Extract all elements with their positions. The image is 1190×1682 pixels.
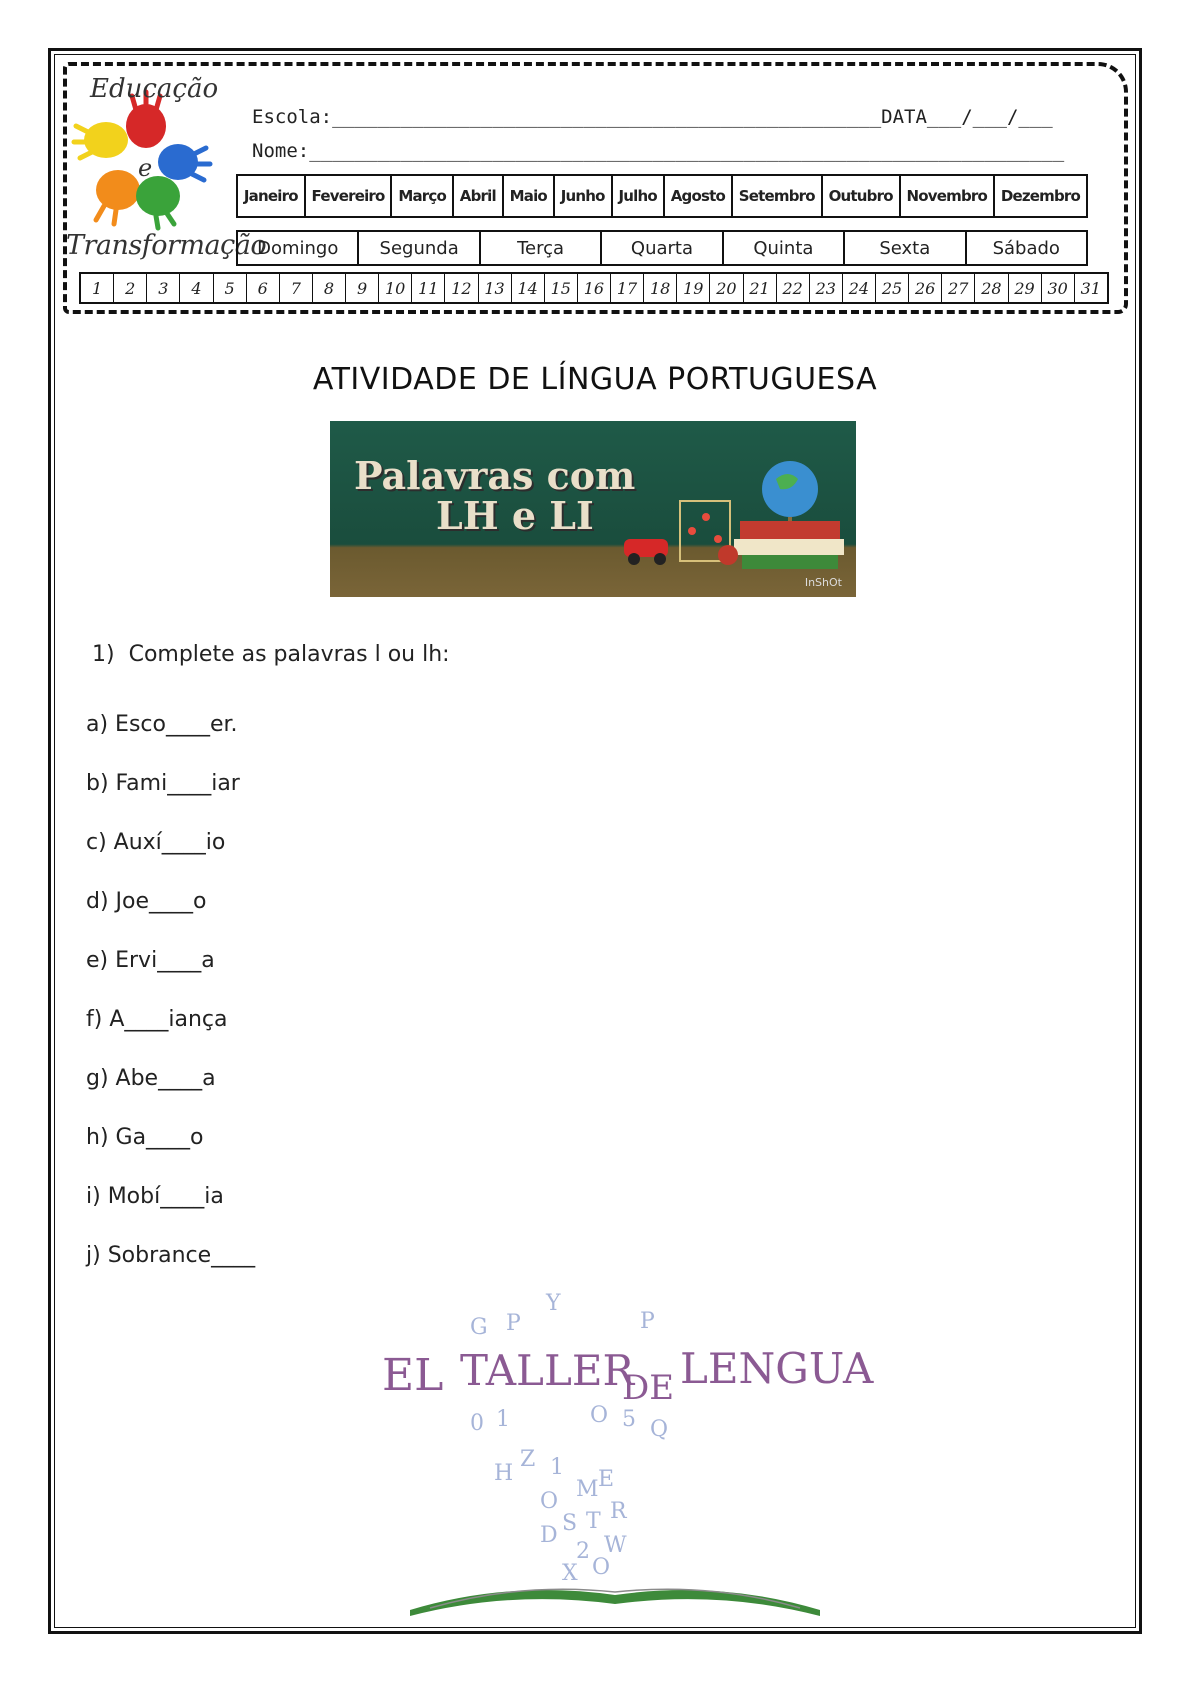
weekday-cell[interactable]: Quarta (602, 232, 723, 264)
exercise-item[interactable]: h) Ga____o (86, 1125, 204, 1150)
month-cell[interactable]: Julho (613, 176, 665, 216)
day-cell[interactable]: 15 (545, 274, 578, 302)
svg-text:O: O (540, 1489, 559, 1514)
day-cell[interactable]: 21 (744, 274, 777, 302)
svg-text:T: T (586, 1509, 601, 1534)
page-title: ATIVIDADE DE LÍNGUA PORTUGUESA (312, 362, 878, 397)
day-cell[interactable]: 7 (280, 274, 313, 302)
svg-text:Q: Q (650, 1417, 669, 1442)
logo-top-text: Educação (90, 74, 219, 104)
art-word-lengua: LENGUA (680, 1344, 874, 1393)
day-cell[interactable]: 20 (710, 274, 743, 302)
exercise-item[interactable]: g) Abe____a (86, 1066, 216, 1091)
day-cell[interactable]: 9 (346, 274, 379, 302)
weekday-cell[interactable]: Segunda (359, 232, 480, 264)
exercise-item[interactable]: b) Fami____iar (86, 771, 240, 796)
svg-text:2: 2 (576, 1539, 590, 1564)
weekdays-row (236, 230, 1088, 266)
day-cell[interactable]: 24 (843, 274, 876, 302)
day-cell[interactable]: 14 (512, 274, 545, 302)
day-cell[interactable]: 23 (810, 274, 843, 302)
svg-text:H: H (494, 1461, 514, 1486)
art-word-de: DE (622, 1368, 675, 1408)
month-cell[interactable]: Outubro (823, 176, 901, 216)
svg-text:O: O (592, 1555, 611, 1580)
svg-text:W: W (604, 1533, 627, 1558)
day-cell[interactable]: 1 (81, 274, 114, 302)
days-row (79, 272, 1109, 304)
question-text: Complete as palavras l ou lh: (128, 642, 450, 667)
svg-text:O: O (590, 1403, 609, 1428)
nome-field-line[interactable]: Nome:__________________________________________________________________ (252, 140, 1065, 162)
day-cell[interactable]: 13 (479, 274, 512, 302)
svg-text:P: P (640, 1309, 655, 1334)
day-cell[interactable]: 22 (777, 274, 810, 302)
day-cell[interactable]: 8 (313, 274, 346, 302)
weekday-cell[interactable]: Terça (481, 232, 602, 264)
exercise-item[interactable]: e) Ervi____a (86, 948, 215, 973)
weekday-cell[interactable]: Domingo (238, 232, 359, 264)
logo-middle-text: e (138, 154, 153, 182)
banner-watermark: InShOt (804, 576, 842, 589)
day-cell[interactable]: 19 (677, 274, 710, 302)
banner-image (330, 421, 856, 597)
exercise-item[interactable]: d) Joe____o (86, 889, 207, 914)
svg-text:5: 5 (622, 1407, 636, 1432)
day-cell[interactable]: 2 (114, 274, 147, 302)
el-taller-de-lengua-illustration (382, 1290, 874, 1630)
svg-text:E: E (598, 1467, 615, 1492)
day-cell[interactable]: 18 (644, 274, 677, 302)
open-book-icon (390, 1290, 840, 1630)
month-cell[interactable]: Agosto (665, 176, 733, 216)
exercise-item[interactable]: f) A____iança (86, 1007, 228, 1032)
svg-text:1: 1 (496, 1407, 510, 1432)
day-cell[interactable]: 12 (445, 274, 478, 302)
svg-text:S: S (562, 1511, 578, 1536)
weekday-cell[interactable]: Sábado (992, 237, 1060, 259)
day-cell[interactable]: 4 (180, 274, 213, 302)
svg-text:0: 0 (470, 1411, 484, 1436)
exercise-item[interactable]: j) Sobrance____ (86, 1243, 256, 1268)
day-cell[interactable]: 28 (975, 274, 1008, 302)
svg-text:1: 1 (550, 1455, 564, 1480)
banner-line2: LH e LI (436, 493, 594, 538)
art-word-taller: TALLER (460, 1346, 635, 1395)
day-cell[interactable]: 26 (909, 274, 942, 302)
banner-line1: Palavras com (354, 453, 636, 498)
educacao-transformacao-logo (66, 70, 267, 270)
svg-text:G: G (470, 1315, 488, 1340)
day-cell[interactable]: 6 (247, 274, 280, 302)
weekday-cell[interactable]: Quinta (724, 232, 845, 264)
svg-text:D: D (540, 1523, 558, 1548)
question-1 (92, 642, 450, 667)
month-cell[interactable]: Setembro (733, 176, 823, 216)
svg-text:R: R (610, 1499, 627, 1524)
day-cell[interactable]: 10 (379, 274, 412, 302)
day-cell[interactable]: 17 (611, 274, 644, 302)
logo-bottom-text: Transformação (66, 230, 267, 261)
month-cell[interactable]: Janeiro (238, 176, 306, 216)
exercise-item[interactable]: a) Esco____er. (86, 712, 238, 737)
day-cell[interactable]: 3 (147, 274, 180, 302)
month-cell[interactable]: Dezembro (1000, 187, 1081, 205)
months-row (236, 174, 1088, 218)
svg-text:M: M (576, 1477, 599, 1502)
day-cell[interactable]: 29 (1009, 274, 1042, 302)
day-cell[interactable]: 27 (942, 274, 975, 302)
month-cell[interactable]: Abril (454, 176, 504, 216)
day-cell[interactable]: 31 (1080, 278, 1101, 298)
day-cell[interactable]: 25 (876, 274, 909, 302)
month-cell[interactable]: Fevereiro (306, 176, 393, 216)
exercise-item[interactable]: i) Mobí____ia (86, 1184, 224, 1209)
month-cell[interactable]: Maio (504, 176, 555, 216)
day-cell[interactable]: 11 (412, 274, 445, 302)
month-cell[interactable]: Novembro (901, 176, 995, 216)
escola-field-line[interactable]: Escola:________________________________________________DATA___/___/___ (252, 106, 1053, 128)
exercise-item[interactable]: c) Auxí____io (86, 830, 226, 855)
day-cell[interactable]: 16 (578, 274, 611, 302)
svg-text:P: P (506, 1311, 521, 1336)
day-cell[interactable]: 30 (1042, 274, 1075, 302)
art-word-el: EL (382, 1350, 444, 1401)
svg-text:X: X (562, 1561, 578, 1586)
month-cell[interactable]: Março (392, 176, 453, 216)
question-number: 1) (92, 642, 115, 667)
weekday-cell[interactable]: Sexta (845, 232, 966, 264)
svg-text:Z: Z (520, 1447, 536, 1472)
month-cell[interactable]: Junho (555, 176, 613, 216)
svg-text:Y: Y (546, 1291, 561, 1316)
day-cell[interactable]: 5 (214, 274, 247, 302)
